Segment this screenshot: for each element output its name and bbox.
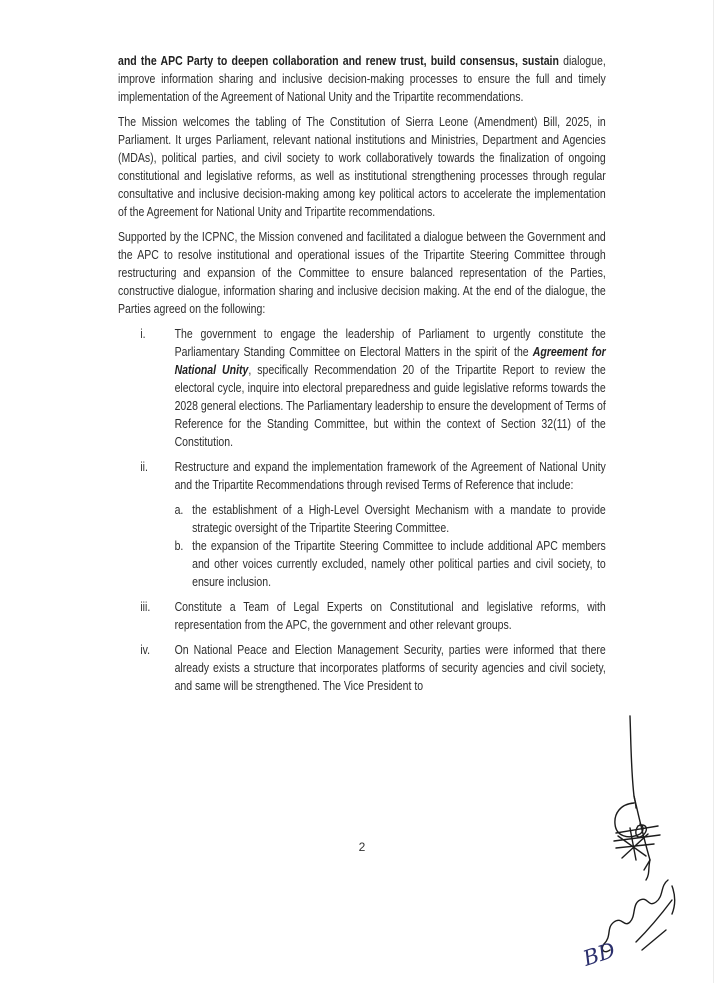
item-i-emphasis-agreement-for-national-unity: Agreement for National Unity <box>174 344 606 377</box>
page-number: 2 <box>358 840 366 854</box>
sub-item-a-text: the establishment of a High-Level Oversight Mechanism with a mandate to provide strategic oversight of the Tripartite Steering Committee. <box>192 502 606 535</box>
signature-scribble-ink <box>602 716 674 952</box>
sub-marker-a: a. <box>174 502 184 517</box>
sub-items-list <box>175 501 606 591</box>
list-marker-iii: iii. <box>140 599 151 614</box>
paragraph-supported-by-icpnc: Supported by the ICPNC, the Mission convened and facilitated a dialogue between the Government and the APC to resolve institutional and operational issues of the Tripartite Steering Committee through restructuring and expansion of the Committee to ensure balanced representation of the Parties, constructive dialogue, information sharing and inclusive decision making. At the end of the dialogue, the Parties agreed on the following: <box>118 229 606 316</box>
item-i-text-before: The government to engage the leadership of Parliament to urgently constitute the Parliamentary Standing Committee on Electoral Matters in the spirit of the <box>174 326 606 359</box>
handwritten-signature <box>578 708 683 978</box>
sub-item-b <box>175 537 606 591</box>
list-item-ii-text: Restructure and expand the implementation framework of the Agreement of National Unity and the Tripartite Recommendations through revised Terms of Reference that include: <box>174 459 606 492</box>
agreed-items-list <box>118 325 606 695</box>
list-item-i <box>118 325 606 451</box>
paragraph-continuation <box>118 52 606 106</box>
list-item-iii <box>118 598 606 634</box>
paragraph-mission-welcomes: The Mission welcomes the tabling of The Constitution of Sierra Leone (Amendment) Bill, 2025, in Parliament. It urges Parliament, relevant national institutions and Ministries, Department and Agencies (MDAs), political parties, and civil society to work collaboratively towards the finalization of ongoing constitutional and legislative reforms, as well as institutional strengthening processes through regular consultative and inclusive decision-making among key political actors to accelerate the implementation of the Agreement for National Unity and Tripartite recommendations. <box>118 114 606 219</box>
list-item-iv <box>118 641 606 695</box>
list-item-iii-text: Constitute a Team of Legal Experts on Constitutional and legislative reforms, with representation from the APC, the government and other relevant groups. <box>174 599 606 632</box>
list-marker-iv: iv. <box>140 642 151 657</box>
list-item-iv-text: On National Peace and Election Management Security, parties were informed that there already exists a structure that incorporates platforms of security agencies and civil society, and same will be strengthened. The Vice President to <box>174 642 606 693</box>
sub-item-b-text: the expansion of the Tripartite Steering Committee to include additional APC members and other voices currently excluded, namely other political parties and civil society, to ensure inclusion. <box>192 538 606 589</box>
item-i-text-after: , specifically Recommendation 20 of the Tripartite Report to review the electoral cycle, inquire into electoral preparedness and guide legislative reforms towards the 2028 general elections. The Parliamentary leadership to ensure the development of Terms of Reference for the Standing Committee, but within the context of Section 32(11) of the Constitution. <box>174 362 606 449</box>
signature-initials: BD <box>580 937 619 971</box>
sub-item-a <box>175 501 606 537</box>
document-body <box>118 52 606 695</box>
list-item-ii <box>118 458 606 591</box>
sub-marker-b: b. <box>174 538 184 553</box>
paragraph-1-lead-line: and the APC Party to deepen collaboration and renew trust, build consensus, sustain <box>118 53 564 68</box>
paragraph-1-continuation: dialogue, improve information sharing and inclusive decision-making processes to ensure the full and timely implementation of the Agreement of National Unity and the Tripartite recommendations. <box>118 53 606 104</box>
list-marker-ii: ii. <box>140 459 148 474</box>
list-item-i-text <box>175 325 606 451</box>
list-marker-i: i. <box>140 326 146 341</box>
